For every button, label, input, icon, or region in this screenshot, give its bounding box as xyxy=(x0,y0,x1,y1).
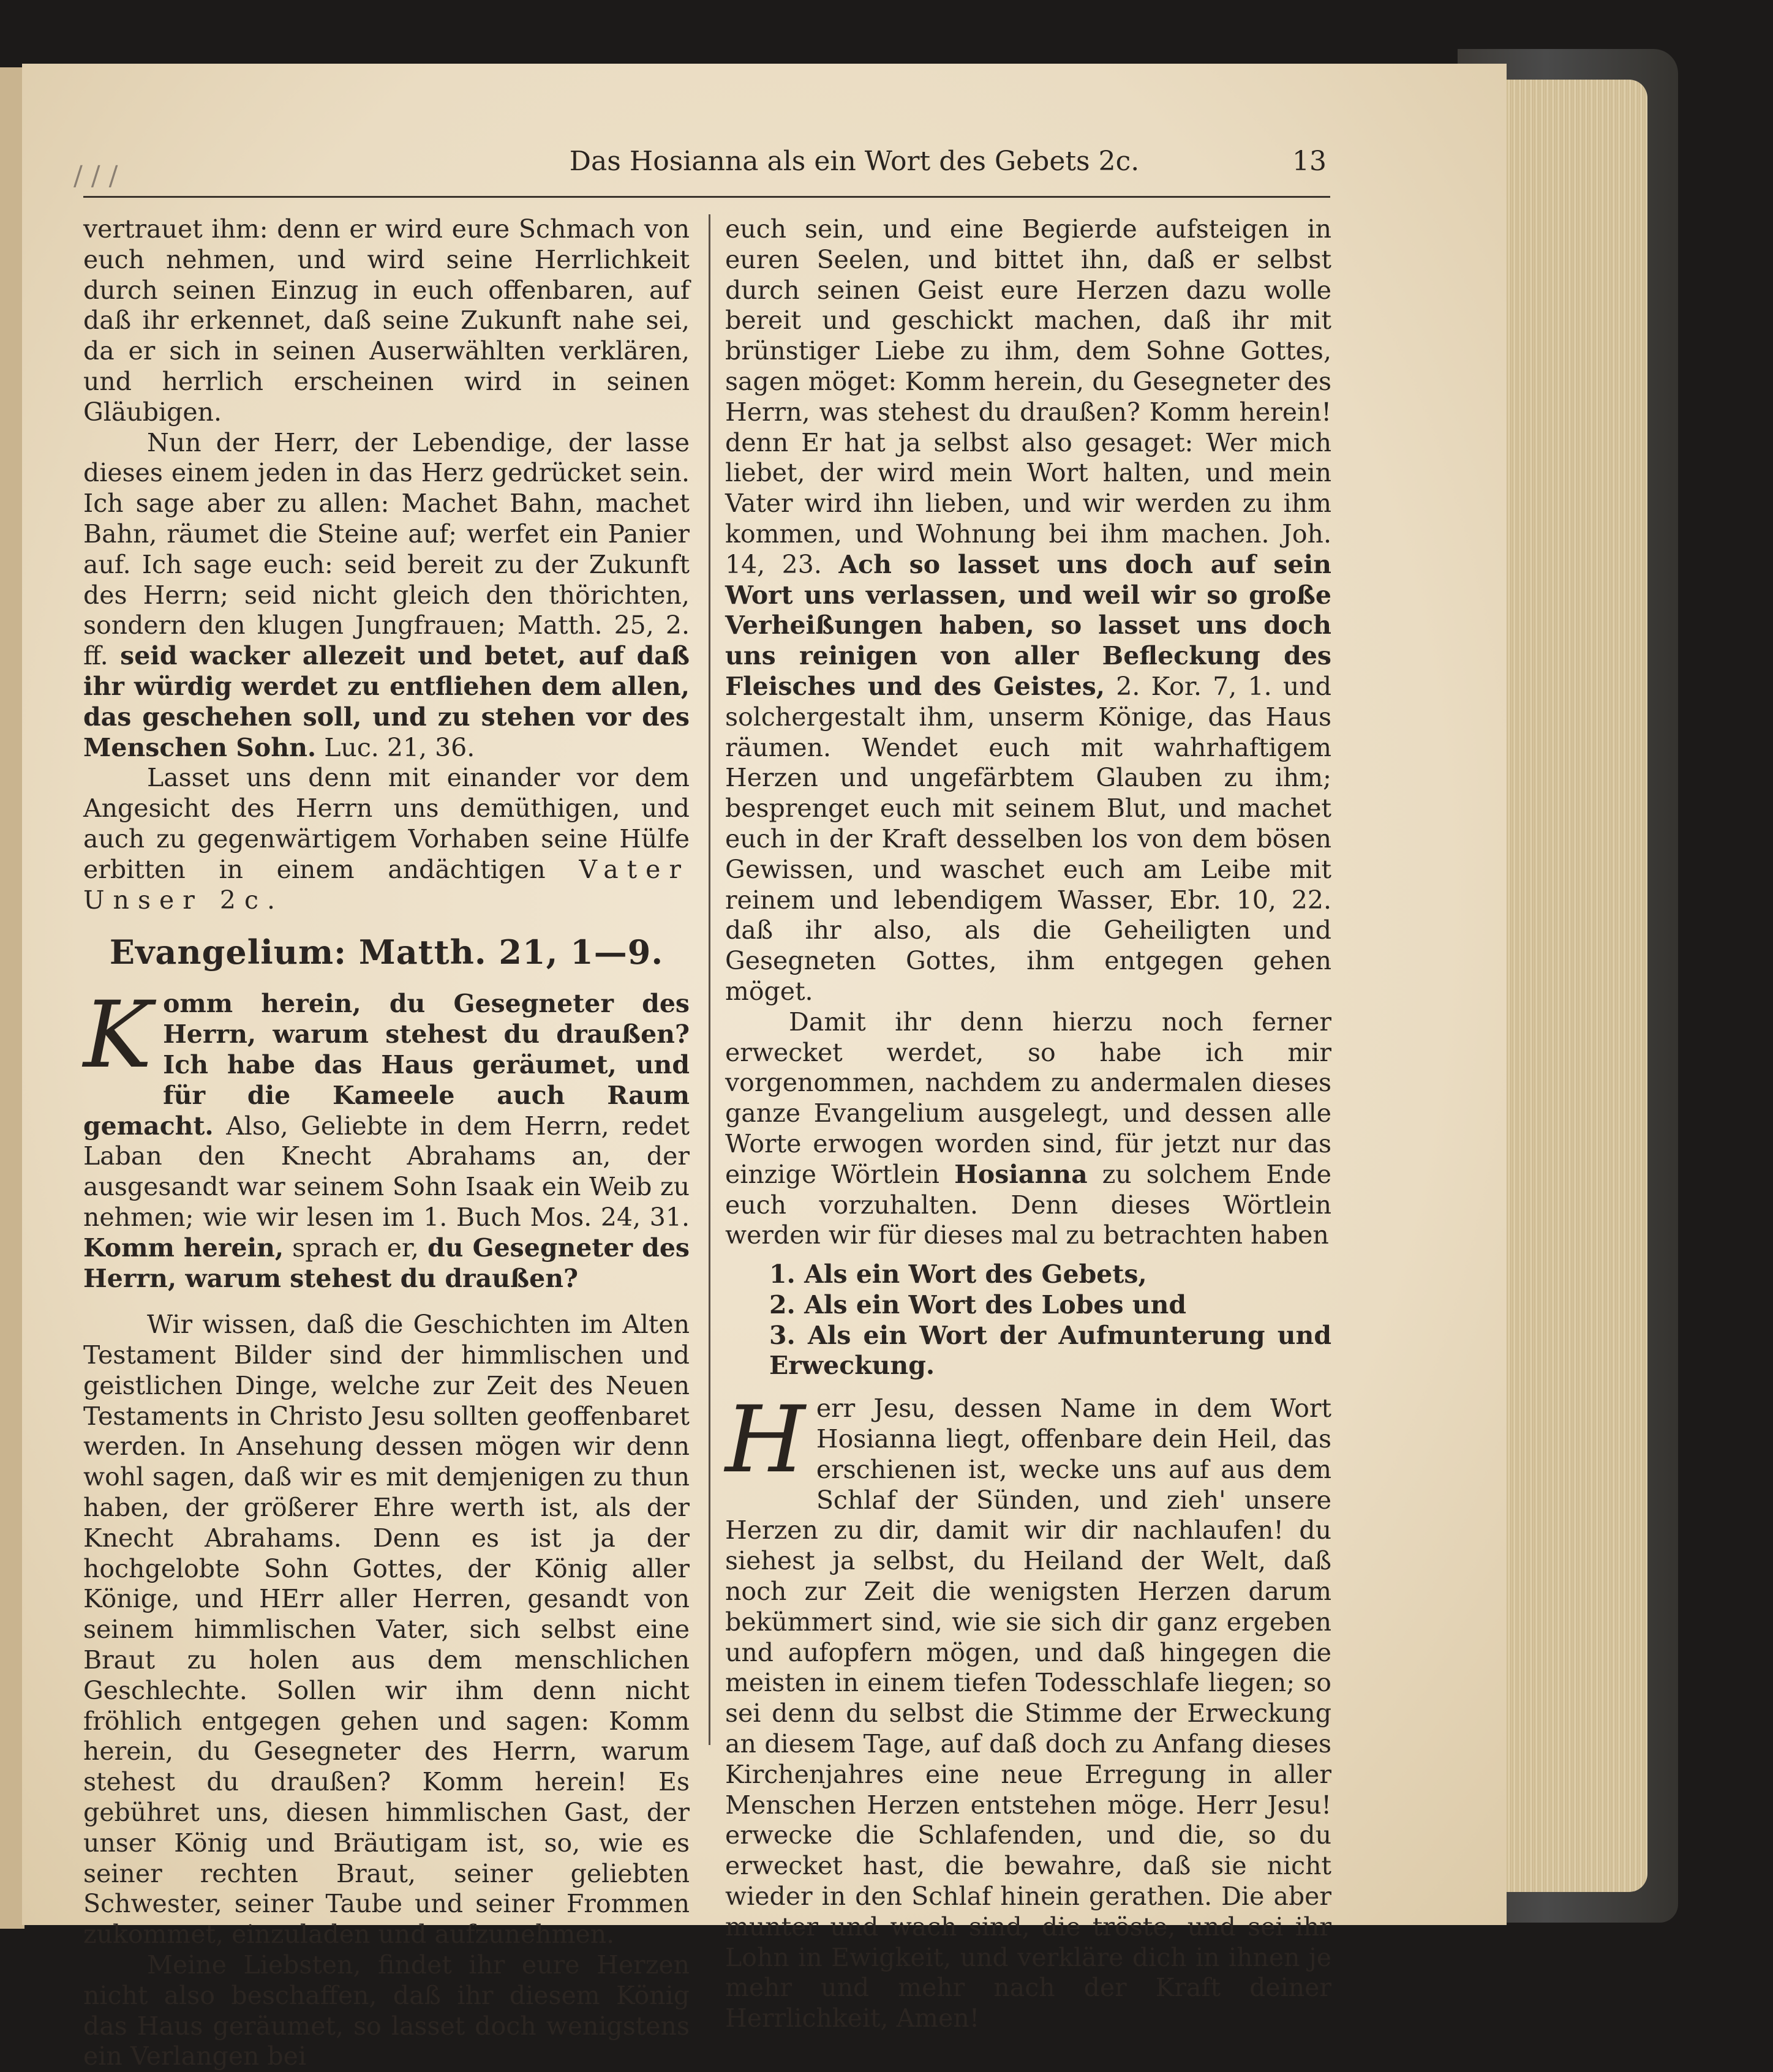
paragraph: Meine Liebsten, findet ihr eure Herzen nicht also beschaffen, daß ihr diesem König das Haus geräumet, so lasset doch wenigstens ein Verlangen bei xyxy=(83,1950,690,2071)
header-rule xyxy=(83,196,1330,198)
page-number: 13 xyxy=(1292,146,1327,177)
paragraph xyxy=(83,428,690,764)
bold-run: du Gesegneter des Herrn, warum stehest du draußen? xyxy=(83,1233,690,1293)
dropcap-letter: K xyxy=(83,982,152,1089)
text-run: euch sein, und eine Begierde aufsteigen in euren Seelen, und bittet ihn, daß er selbst durch seinen Geist eure Herzen dazu wolle bereit und geschickt machen, daß ihr mit brünstiger Liebe zu ihm, dem Sohne Gottes, sagen möget: Komm herein, du Gesegneter des Herrn, was stehest du draußen? Komm herein! denn Er hat ja selbst also gesaget: Wer mich liebet, der wird mein Wort halten, und mein Vater wird ihn lieben, und wir werden zu ihm kommen, und Wohnung bei ihm machen. Joh. 14, 23. xyxy=(725,214,1331,579)
text-run: Damit ihr denn hierzu noch ferner erwecket werdet, so habe ich mir vorgenommen, nachdem zu andermalen dieses ganze Evangelium ausgelegt, und dessen alle Worte erwogen worden sind, für jetzt nur das einzige Wörtlein xyxy=(725,1007,1331,1189)
bold-run: seid wacker allezeit und betet, auf daß ihr würdig werdet zu entfliehen dem allen, das geschehen soll, und zu stehen vor des Menschen Sohn. xyxy=(83,641,690,762)
dropcap-letter: H xyxy=(725,1387,805,1494)
right-column xyxy=(725,214,1331,2034)
column-divider xyxy=(709,214,710,1745)
text-run: err Jesu, dessen Name in dem Wort Hosianna liegt, offenbare dein Heil, das erschienen ist, wecke uns auf aus dem Schlaf der Sünden, und zieh' unsere Herzen zu dir, damit wir dir nachlaufen! du siehest ja selbst, du Heiland der Welt, daß noch zur Zeit die wenigsten Herzen darum bekümmert sind, wie sie sich dir ganz ergeben und aufopfern mögen, und daß hingegen die meisten in einem tiefen Todesschlafe liegen; so sei denn du selbst die Stimme der Erweckung an diesem Tage, auf daß doch zu Anfang dieses Kirchenjahres eine neue Erregung in aller Menschen Herzen entstehen möge. Herr Jesu! erwecke die Schlafenden, und die, so du erwecket hast, die bewahre, daß sie nicht wieder in den Schlaf hinein gerathen. Die aber munter und wach sind, die tröste, und sei ihr Lohn in Ewigkeit, und verkläre dich in ihnen je mehr und mehr nach der Kraft deiner Herrlichkeit, Amen! xyxy=(725,1394,1331,2033)
text-run: 2. Kor. 7, 1. und solchergestalt ihm, unserm Könige, das Haus räumen. Wendet euch mit wahrhaftigem Herzen und ungefärbtem Glauben zu ihm; besprenget euch mit seinem Blut, und machet euch in der Kraft desselben los von dem bösen Gewissen, und waschet euch am Leibe mit reinem und lebendigem Wasser, Ebr. 10, 22. daß ihr also, als die Geheiligten und Gesegneten Gottes, ihm entgegen gehen möget. xyxy=(725,671,1331,1006)
list-item: 2. Als ein Wort des Lobes und xyxy=(769,1289,1187,1319)
bold-run: omm herein, du Gesegneter des Herrn, warum stehest du draußen? Ich habe das Haus geräumet, und für die Kameele auch Raum gemacht. xyxy=(83,989,690,1141)
paragraph: vertrauet ihm: denn er wird eure Schmach von euch nehmen, und wird seine Herrlichkeit durch seinen Einzug in euch offenbaren, auf daß ihr erkennet, daß seine Zukunft nahe sei, da er sich in seinen Auserwählten verklären, und herrlich erscheinen wird in seinen Gläubigen. xyxy=(83,214,690,427)
running-header: Das Hosianna als ein Wort des Gebets 2c. xyxy=(569,146,1140,177)
bold-run: Komm herein, xyxy=(83,1233,284,1263)
paragraph: Wir wissen, daß die Geschichten im Alten Testament Bilder sind der himmlischen und geistlichen Dinge, welche zur Zeit des Neuen Testaments in Christo Jesu sollten geoffenbaret werden. In Ansehung dessen mögen wir denn wohl sagen, daß wir es mit demjenigen zu thun haben, der größerer Ehre werth ist, als der Knecht Abrahams. Denn es ist ja der hochgelobte Sohn Gottes, der König aller Könige, und HErr aller Herren, gesandt von seinem himmlischen Vater, sich selbst eine Braut zu holen aus dem menschlichen Geschlechte. Sollen wir ihm denn nicht fröhlich entgegen gehen und sagen: Komm herein, du Gesegneter des Herrn, warum stehest du draußen? Komm herein! Es gebühret uns, diesen himmlischen Gast, der unser König und Bräutigam ist, so, wie es seiner rechten Braut, seiner geliebten Schwester, seiner Taube und seiner Frommen zukommet, einzuladen und aufzunehmen. xyxy=(83,1310,690,1950)
text-run: Nun der Herr, der Lebendige, der lasse dieses einem jeden in das Herz gedrücket sein. Ich sage aber zu allen: Machet Bahn, machet Bahn, räumet die Steine auf; werfet ein Panier auf. Ich sage euch: seid bereit zu der Zukunft des Herrn; seid nicht gleich den thörichten, sondern den klugen Jungfrauen; Matth. 25, 2. ff. xyxy=(83,427,690,671)
paragraph xyxy=(83,763,690,915)
page-fore-edge xyxy=(1494,80,1647,1892)
text-run: sprach er, xyxy=(292,1233,420,1263)
text-run: zu solchem Ende euch vorzuhalten. Denn dieses Wörtlein werden wir für dieses mal zu betrachten haben xyxy=(725,1159,1331,1250)
numbered-list xyxy=(725,1259,1331,1381)
paragraph xyxy=(725,1007,1331,1251)
bold-run: Ach so lasset uns doch auf sein Wort uns verlassen, und weil wir so große Verheißungen haben, so lasset uns doch uns reinigen von aller Befleckung des Fleisches und des Geistes, xyxy=(725,549,1331,701)
text-run: Lasset uns denn mit einander vor dem Angesicht des Herrn uns demüthigen, und auch zu gegenwärtigem Vorhaben seine Hülfe erbitten in einem andächtigen xyxy=(83,763,690,884)
left-column xyxy=(83,214,690,2072)
paragraph xyxy=(83,982,690,1294)
bold-run: Hosianna xyxy=(954,1159,1088,1189)
text-run: Also, Geliebte in dem Herrn, redet Laban den Knecht Abrahams an, der ausgesandt war seinem Sohn Isaak ein Weib zu nehmen; wie wir lesen im 1. Buch Mos. 24, 31. xyxy=(83,1111,690,1232)
paragraph xyxy=(725,1387,1331,2034)
spaced-run: Vater Unser 2c. xyxy=(83,854,690,915)
section-title: Evangelium: Matth. 21, 1—9. xyxy=(109,933,664,972)
list-item: 3. Als ein Wort der Aufmunterung und Erweckung. xyxy=(769,1320,1331,1381)
paragraph xyxy=(725,214,1331,1007)
facing-page-sliver xyxy=(0,67,24,1929)
ghost-pencil-mark: / / / xyxy=(73,160,118,192)
text-run: Luc. 21, 36. xyxy=(324,732,475,762)
list-item: 1. Als ein Wort des Gebets, xyxy=(769,1259,1147,1289)
